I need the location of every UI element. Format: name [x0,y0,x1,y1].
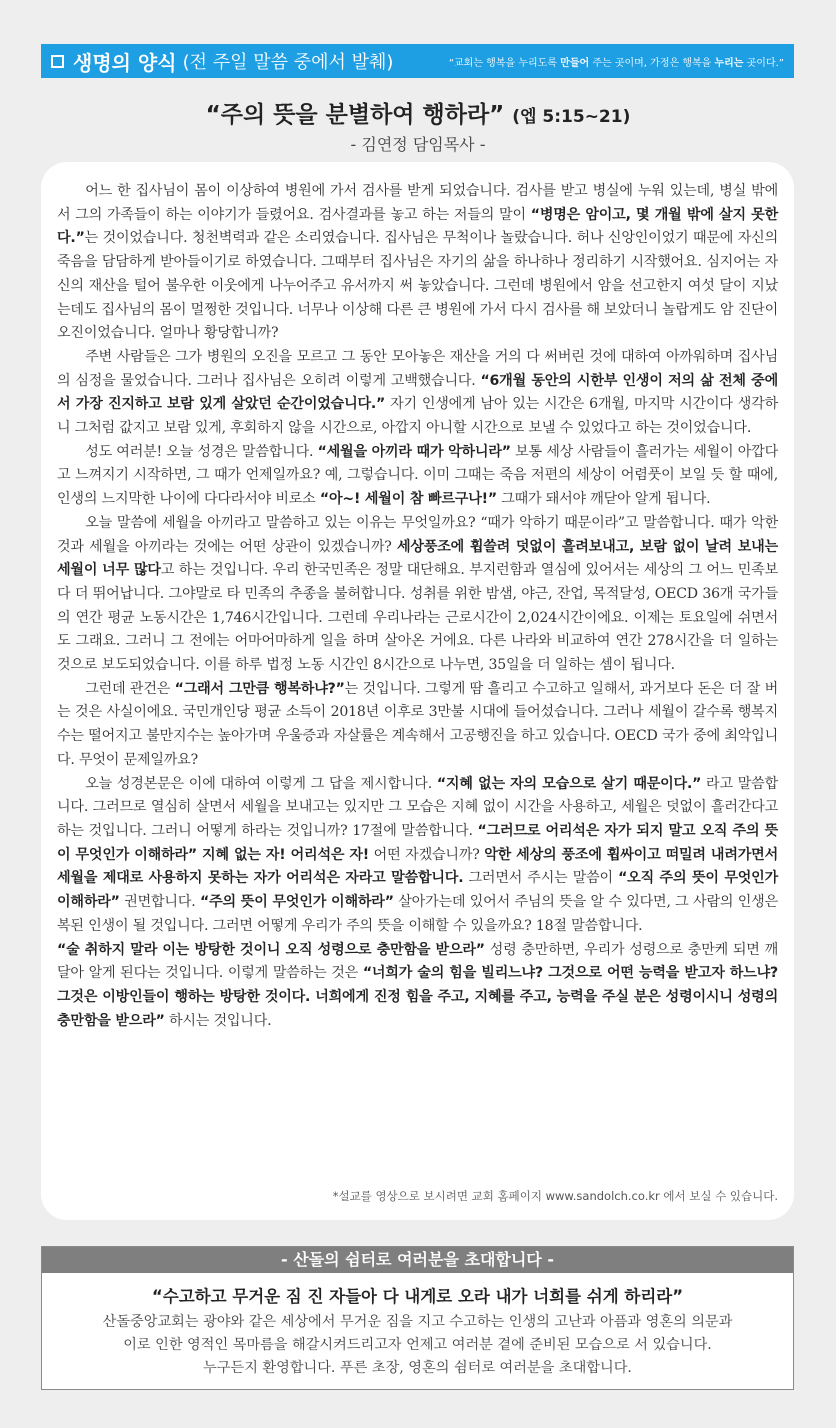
motto-emphasis: 누리는 [714,57,744,69]
paragraph-text: 는 것이었습니다. 청천벽력과 같은 소리였습니다. 집사님은 무척이나 놀랐습니다. 허나 신앙인이었기 때문에 자신의 죽음을 담담하게 받아들이기로 하였습니다. 그때부터 집사님은 자기의 삶을 하나하나 정리하기 시작했어요. 심지어는 자신의 재산을 털어 불우한 이웃에게 나누어주고 유서까지 써 놓았습니다. 그런데 병원에서 암을 선고한지 여섯 달이 지났는데도 집사님의 몸이 멀쩡한 것입니다. 너무나 이상해 다른 큰 병원에 가서 다시 검사를 해 보았더니 놀랍게도 암 진단이 오진이었습니다. 얼마나 황당합니까? [57,230,778,342]
emphasized-text: “지혜 없는 자의 모습으로 살기 때문이다.” [436,775,702,792]
motto-part: 곳이다.” [743,57,784,69]
motto-part: 주는 곳이며, 가정은 행복을 [589,57,715,69]
paragraph-text: 그때가 돼서야 깨닫아 알게 됩니다. [496,491,711,508]
invitation-text [42,1311,793,1380]
motto-part: “교회는 행복을 누리도록 [448,57,561,69]
paragraph-text: 보통 세상 사람들이 흘러가는 세월이 아깝다고 느껴지기 시작하면, 그 때가 언제일까요? 예, 그렇습니다. 이미 그때는 죽음 저편의 세상이 어렴풋이 보일 듯 할 때에, 인생의 느지막한 나이에 다다라서야 비로소 [57,443,778,508]
emphasized-text: “병명은 암이고, 몇 개월 밖에 살지 못한다.” [57,206,778,247]
paragraph-text: 고 하는 것입니다. 우리 한국민족은 정말 대단해요. 부지런함과 열심에 있어서는 세상의 그 어느 민족보다 더 뛰어납니다. 그야말로 타 민족의 추종을 불허합니다. 성취를 위한 밤샘, 야근, 잔업, 목적달성, OECD 36개 국가들의 연간 평균 노동시간은 1,746시간입니다. 그런데 우리나라는 근로시간이 2,024시간이에요. 이제는 토요일에 쉬면서도 그래요. 그러니 그 전에는 어마어마하게 일을 하며 살아온 거에요. 다른 나라와 비교하여 연간 278시간을 더 일하는 것으로 보도되었습니다. 이를 하루 법정 노동 시간인 8시간으로 나누면, 35일을 더 일하는 셈이 됩니다. [57,562,778,674]
sermon-paragraph [57,678,778,773]
emphasized-text: “너희가 술의 힘을 빌리느냐? 그것으로 어떤 능력을 받고자 하느냐? 그것은 이방인들이 행하는 방탕한 것이다. 너희에게 진정 힘을 주고, 지혜를 주고, 능력을 주실 분은 성령이시니 성령의 충만함을 받으라” [57,965,778,1029]
paragraph-text: 오늘 성경본문은 이에 대하여 이렇게 그 답을 제시합니다. [85,775,437,792]
sermon-body [57,180,778,1033]
sermon-paragraph [57,939,778,1034]
sermon-paragraph [57,773,778,939]
invitation-title: - 산돌의 쉼터로 여러분을 초대합니다 - [42,1247,793,1273]
invitation-line: 이로 인한 영적인 목마름을 해갈시켜드리고자 언제고 여러분 곁에 준비된 모습으로 서 있습니다. [123,1337,712,1353]
invitation-verse: “수고하고 무거운 짐 진 자들아 다 내게로 오라 내가 너희를 쉬게 하리라” [151,1287,684,1306]
square-bullet-icon [51,55,64,68]
paragraph-text: 성도 여러분! 오늘 성경은 말씀합니다. [85,443,318,460]
paragraph-text: 살아가는데 있어서 주님의 뜻을 알 수 있다면, 그 사람의 인생은 복된 인생이 될 것입니다. 그러면 어떻게 우리가 주의 뜻을 이해할 수 있을까요? 18절 말씀합니다. [57,894,778,934]
paragraph-text: 어느 한 집사님이 몸이 이상하여 병원에 가서 검사를 받게 되었습니다. 검사를 받고 병실에 누워 있는데, 병실 밖에서 그의 가족들이 하는 이야기가 들렸어요. 검사결과를 놓고 하는 저들의 말이 [57,183,778,223]
paragraph-text: 라고 말씀합니다. 그러므로 열심히 살면서 세월을 보내고는 있지만 그 모습은 지혜 없이 시간을 사용하고, 세월은 덧없이 흘러간다고 하는 것입니다. 그러니 어떻게 하라는 것입니까? 17절에 말씀합니다. [57,775,778,839]
emphasized-text: “그러므로 어리석은 자가 되지 말고 오직 주의 뜻이 무엇인가 이해하라” 지혜 없는 자! 어리석은 자! [57,822,778,863]
sermon-footnote: *설교를 영상으로 보시려면 교회 홈페이지 www.sandolch.co.kr 에서 보실 수 있습니다. [332,1189,778,1203]
emphasized-text: “술 취하지 말라 이는 방탕한 것이니 오직 성령으로 충만함을 받으라” [57,941,485,958]
church-motto [449,54,784,69]
preacher-name: - 김연정 담임목사 - [350,135,486,154]
emphasized-text: “세월을 아끼라 때가 악하니라” [317,443,511,460]
sermon-paragraph [57,512,778,678]
section-header [41,44,794,78]
invitation-box [41,1246,794,1390]
emphasized-text: “오직 주의 뜻이 무엇인가 이해하라” [57,870,779,911]
section-title: 생명의 양식 [73,50,177,75]
paragraph-text: 어떤 자겠습니까? [369,846,485,863]
emphasized-text: 악한 세상의 풍조에 휩싸이고 떠밀려 내려가면서 세월을 제대로 사용하지 못하는 자가 어리석은 자라고 말씀합니다. [57,846,778,887]
paragraph-text: 는 것입니다. 그렇게 땀 흘리고 수고하고 일해서, 과거보다 돈은 더 잘 버는 것은 사실이에요. 국민개인당 평균 소득이 2018년 이후로 3만불 시대에 들어섰습니다. 그러나 세월이 갈수록 행복지수는 떨어지고 불만지수는 높아가며 우울증과 자살률은 계속해서 고공행진을 하고 있습니다. OECD 국가 중에 최악입니다. 무엇이 문제일까요? [57,680,779,768]
emphasized-text: “그래서 그만큼 행복하냐?” [174,680,345,697]
paragraph-text: 성령 충만하면, 우리가 성령으로 충만케 되면 깨달아 알게 된다는 것입니다. 이렇게 말씀하는 것은 [57,941,778,982]
emphasized-text: “아~! 세월이 참 빠르구나!” [319,491,497,508]
emphasized-text: 세상풍조에 휩쓸려 덧없이 흘려보내고, 보람 없이 날려 보내는 세월이 너무 많다 [57,538,778,579]
paragraph-text: 그런데 관건은 [85,680,175,697]
section-subtitle: (전 주일 말씀 중에서 발췌) [182,52,394,73]
emphasized-text: “6개월 동안의 시한부 인생이 저의 삶 전체 중에서 가장 진지하고 보람 있게 살았던 순간이었습니다.” [57,372,779,413]
invitation-line: 산돌중앙교회는 광야와 같은 세상에서 무거운 짐을 지고 수고하는 인생의 고난과 아픔과 영혼의 의문과 [102,1314,733,1330]
scripture-reference: (엡 5:15~21) [512,107,631,127]
paragraph-text: 하시는 것입니다. [164,1012,272,1029]
paragraph-text: 권면합니다. [119,894,201,911]
invitation-line: 누구든지 환영합니다. 푸른 초장, 영혼의 쉼터로 여러분을 초대합니다. [203,1360,632,1376]
paragraph-text: 오늘 말씀에 세월을 아끼라고 말씀하고 있는 이유는 무엇일까요? “때가 악하기 때문이라”고 말씀합니다. 때가 악한 것과 세월을 아끼라는 것에는 어떤 상관이 있겠습니까? [57,514,778,555]
sermon-title [0,96,836,129]
sermon-card [41,162,794,1220]
motto-emphasis: 만들어 [560,57,590,69]
paragraph-text: 주변 사람들은 그가 병원의 오진을 모르고 그 동안 모아놓은 재산을 거의 다 써버린 것에 대하여 아까워하며 집사님의 심정을 물었습니다. 그러나 집사님은 오히려 이렇게 고백했습니다. [57,348,778,389]
sermon-title-text: “주의 뜻을 분별하여 행하라” [205,102,505,128]
paragraph-text: 자기 인생에게 남아 있는 시간은 6개월, 마지막 시간이다 생각하니 그처럼 값지고 보람 있게, 후회하지 않을 시간으로, 아깝지 아니할 시간으로 보낼 수 있었다고 하는 것이었습니다. [57,396,778,437]
sermon-paragraph [57,441,778,512]
emphasized-text: “주의 뜻이 무엇인가 이해하라” [200,894,394,911]
paragraph-text: 그러면서 주시는 말씀이 [463,870,619,887]
sermon-paragraph [57,346,778,441]
sermon-paragraph [57,180,778,346]
